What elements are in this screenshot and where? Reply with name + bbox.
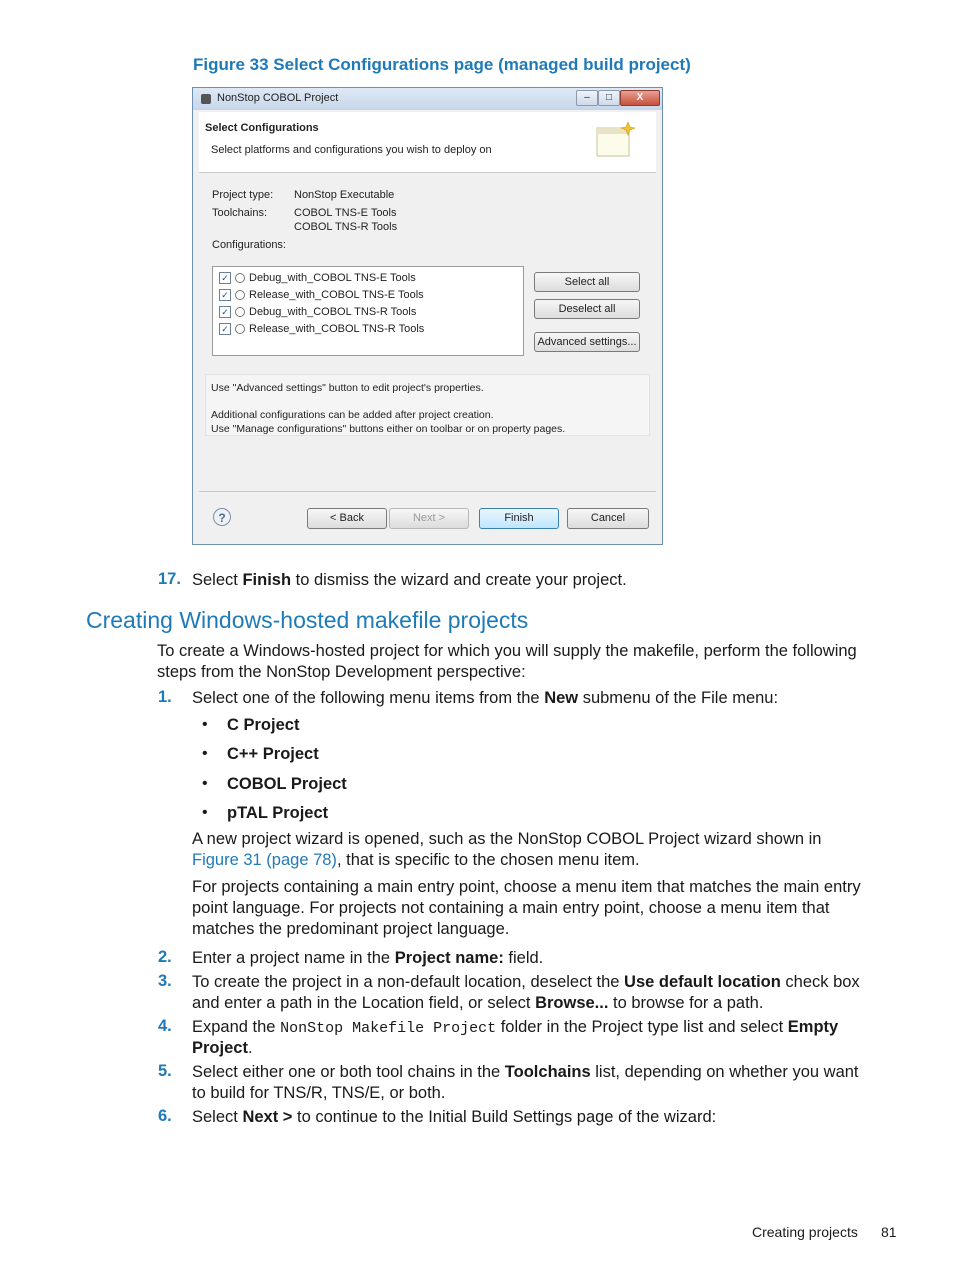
configurations-label: Configurations:: [212, 239, 286, 251]
folder-name-code: NonStop Makefile Project: [280, 1020, 497, 1037]
footer-section: Creating projects: [752, 1224, 858, 1240]
step-3-line: [192, 972, 860, 993]
configuration-icon: [235, 273, 245, 283]
configuration-row[interactable]: [219, 304, 416, 320]
next-button[interactable]: Next >: [389, 508, 469, 529]
step-number: 4.: [158, 1017, 172, 1035]
step-number: 2.: [158, 948, 172, 966]
configuration-name: Release_with_COBOL TNS-E Tools: [249, 289, 424, 301]
new-term: New: [544, 689, 579, 707]
configuration-row[interactable]: [219, 270, 416, 286]
configuration-row[interactable]: [219, 287, 424, 303]
maximize-button[interactable]: □: [598, 90, 620, 106]
wizard-page-title: Select Configurations: [205, 122, 319, 134]
intro-line: steps from the NonStop Development perspective:: [157, 663, 526, 681]
text: Select: [192, 571, 243, 589]
bullet-item: COBOL Project: [227, 775, 347, 793]
toolchains-label: Toolchains:: [212, 207, 268, 219]
checked-checkbox[interactable]: ✓: [219, 323, 231, 335]
info-line: Use "Manage configurations" buttons either on toolbar or on property pages.: [211, 423, 566, 435]
text: and enter a path in the Location field, or select: [192, 994, 536, 1012]
select-all-button[interactable]: Select all: [534, 272, 640, 292]
info-line: Use "Advanced settings" button to edit project's properties.: [211, 382, 484, 394]
text: to browse for a path.: [608, 994, 764, 1012]
text: check box: [780, 973, 860, 991]
empty-project-term: Empty: [787, 1018, 839, 1036]
info-panel: [205, 374, 650, 436]
wizard-banner-icon: [595, 120, 635, 160]
minimize-button[interactable]: –: [576, 90, 598, 106]
section-title: Creating Windows-hosted makefile projects: [86, 607, 529, 633]
help-icon[interactable]: ?: [213, 508, 231, 526]
use-default-location-term: Use default location: [624, 973, 781, 991]
wizard-header: [199, 112, 656, 173]
text: submenu of the File menu:: [578, 689, 779, 707]
step-3-line: [192, 993, 763, 1014]
text: .: [247, 1039, 253, 1057]
step-number: 6.: [158, 1107, 172, 1125]
configurations-list[interactable]: [212, 266, 524, 356]
step-4-line: [192, 1038, 253, 1059]
step-number: 5.: [158, 1062, 172, 1080]
toolchains-term: Toolchains: [504, 1063, 591, 1081]
finish-term: Finish: [242, 571, 292, 589]
toolchain-item: COBOL TNS-R Tools: [294, 221, 398, 233]
bullet-symbol: •: [202, 716, 208, 733]
bullet-symbol: •: [202, 775, 208, 792]
configuration-icon: [235, 324, 245, 334]
figure-caption: Figure 33 Select Configurations page (managed build project): [193, 55, 691, 74]
text: To create the project in a non-default location, deselect the: [192, 973, 625, 991]
entry-para-line: matches the predominant project language.: [192, 920, 510, 938]
text: Select: [192, 1108, 243, 1126]
step-number: 1.: [158, 688, 172, 706]
step-1-text: [192, 688, 778, 709]
figure-31-link[interactable]: Figure 31 (page 78): [192, 851, 337, 869]
cancel-button[interactable]: Cancel: [567, 508, 649, 529]
browse-term: Browse...: [535, 994, 609, 1012]
bullet-item: pTAL Project: [227, 804, 329, 822]
back-button[interactable]: < Back: [307, 508, 387, 529]
next-term: Next >: [242, 1108, 293, 1126]
entry-para-line: For projects containing a main entry point, choose a menu item that matches the main entry: [192, 878, 861, 896]
advanced-settings-button[interactable]: Advanced settings...: [534, 332, 640, 352]
bullet-symbol: •: [202, 745, 208, 762]
finish-button[interactable]: Finish: [479, 508, 559, 529]
configuration-name: Release_with_COBOL TNS-R Tools: [249, 323, 425, 335]
configuration-name: Debug_with_COBOL TNS-R Tools: [249, 306, 417, 318]
app-icon: [201, 94, 211, 104]
dialog-divider: [199, 491, 656, 492]
toolchain-item: COBOL TNS-E Tools: [294, 207, 397, 219]
deselect-all-button[interactable]: Deselect all: [534, 299, 640, 319]
dialog-title: NonStop COBOL Project: [217, 92, 339, 104]
project-type-value: NonStop Executable: [294, 189, 395, 201]
text: to continue to the Initial Build Settings page of the wizard:: [292, 1108, 717, 1126]
step-number: 17.: [158, 570, 181, 588]
info-line: Additional configurations can be added after project creation.: [211, 409, 494, 421]
step-4-line: [192, 1017, 838, 1039]
step-6-text: [192, 1107, 716, 1128]
configuration-icon: [235, 307, 245, 317]
checked-checkbox[interactable]: ✓: [219, 272, 231, 284]
text: field.: [503, 949, 544, 967]
wizard-para-line: [192, 850, 640, 871]
configuration-icon: [235, 290, 245, 300]
close-button[interactable]: X: [620, 90, 660, 106]
text: Select one of the following menu items from the: [192, 689, 545, 707]
bullet-item: C Project: [227, 716, 300, 734]
bullet-symbol: •: [202, 804, 208, 821]
step-5-line: to build for TNS/R, TNS/E, or both.: [192, 1084, 446, 1102]
empty-project-term: Project: [192, 1039, 248, 1057]
text: list, depending on whether you want: [590, 1063, 859, 1081]
text: , that is specific to the chosen menu item.: [336, 851, 640, 869]
checked-checkbox[interactable]: ✓: [219, 289, 231, 301]
text: folder in the Project type list and select: [496, 1018, 788, 1036]
configuration-row[interactable]: [219, 321, 424, 337]
text: to dismiss the wizard and create your project.: [291, 571, 627, 589]
text: Select either one or both tool chains in the: [192, 1063, 505, 1081]
step-17-text: [192, 570, 627, 591]
text: Enter a project name in the: [192, 949, 395, 967]
dialog-titlebar: [193, 88, 662, 110]
wizard-para-line: A new project wizard is opened, such as the NonStop COBOL Project wizard shown in: [192, 830, 822, 848]
wizard-page-description: Select platforms and configurations you wish to deploy on: [211, 144, 492, 156]
project-name-term: Project name:: [394, 949, 504, 967]
configuration-name: Debug_with_COBOL TNS-E Tools: [249, 272, 416, 284]
entry-para-line: point language. For projects not containing a main entry point, choose a menu item that: [192, 899, 830, 917]
step-number: 3.: [158, 972, 172, 990]
project-type-label: Project type:: [212, 189, 274, 201]
intro-line: To create a Windows-hosted project for which you will supply the makefile, perform the following: [157, 642, 857, 660]
checked-checkbox[interactable]: ✓: [219, 306, 231, 318]
step-2-text: [192, 948, 543, 969]
bullet-item: C++ Project: [227, 745, 319, 763]
step-5-line: [192, 1062, 859, 1083]
page-number: 81: [881, 1224, 897, 1240]
wizard-dialog-screenshot: [192, 87, 663, 545]
text: Expand the: [192, 1018, 281, 1036]
